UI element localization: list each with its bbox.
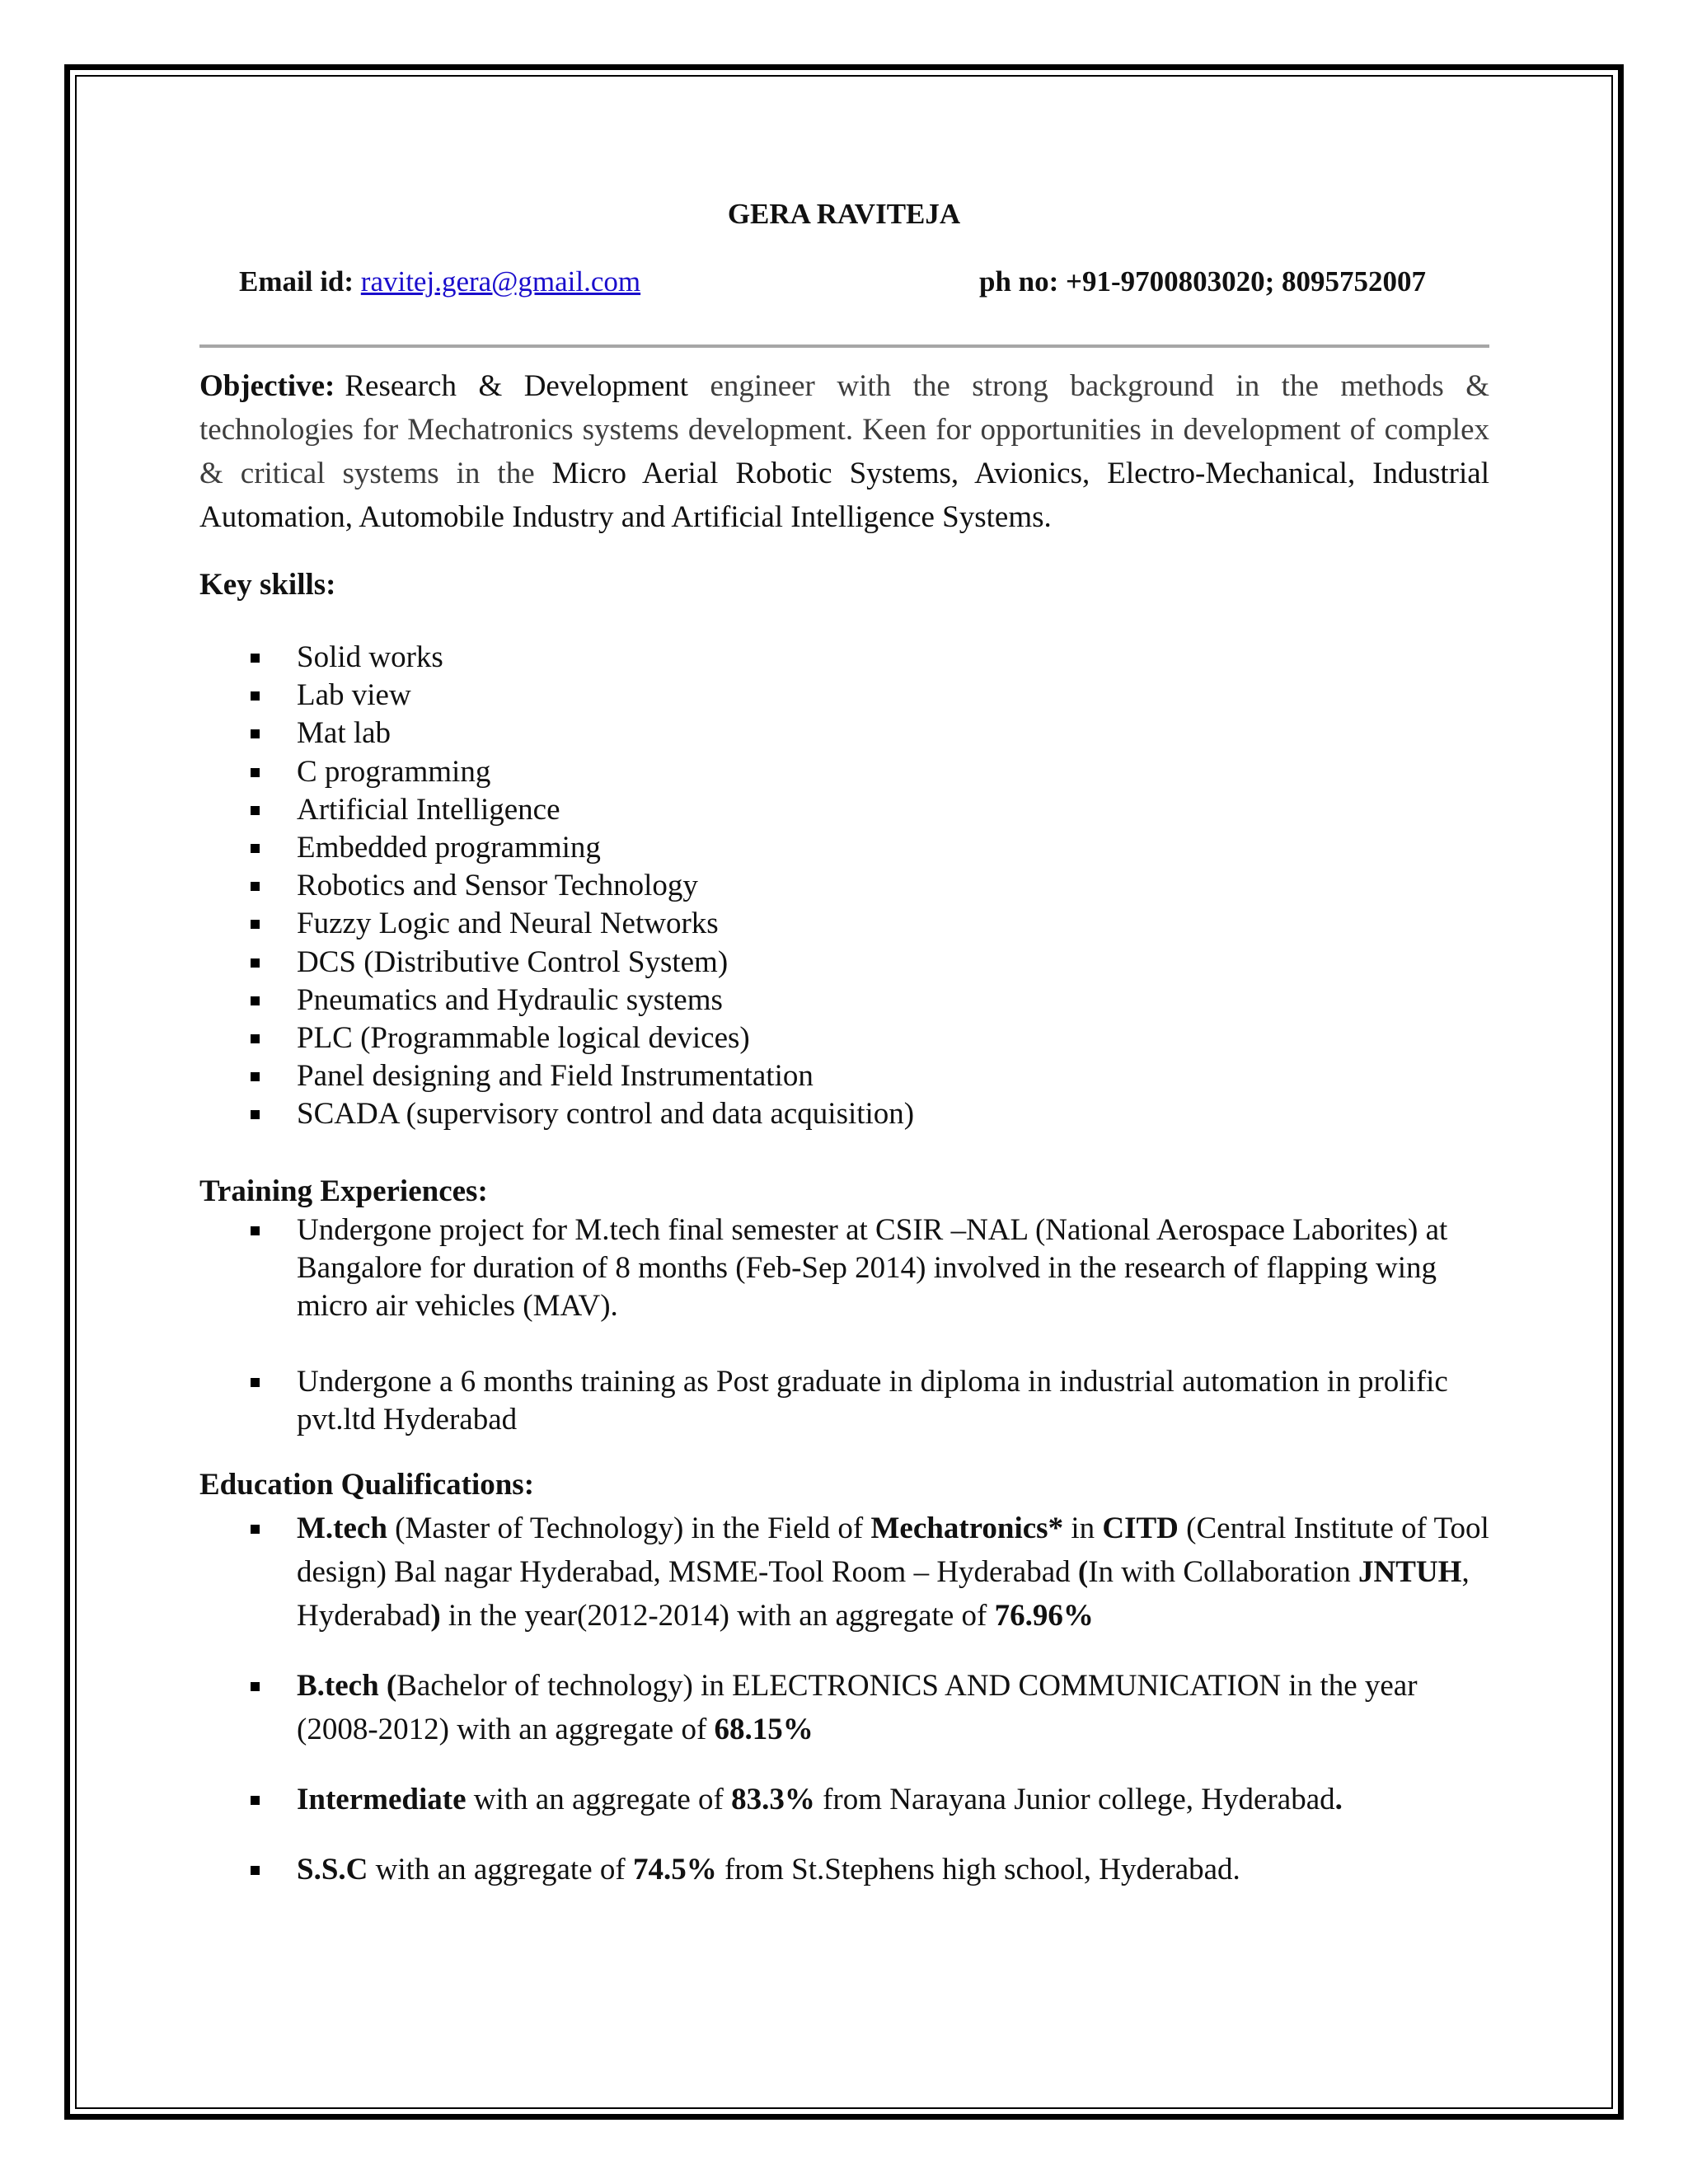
skill-item: Panel designing and Field Instrumentation [199,1057,1489,1095]
skill-item: PLC (Programmable logical devices) [199,1019,1489,1057]
education-text: . [1334,1783,1343,1816]
skill-item: Embedded programming [199,829,1489,867]
header-divider [199,344,1489,348]
skill-item: Artificial Intelligence [199,791,1489,829]
skill-item: Lab view [199,677,1489,715]
aggregate-score: 83.3% [731,1783,815,1816]
email-link[interactable]: ravitej.gera@gmail.com [360,265,641,298]
training-item: Undergone a 6 months training as Post graduate in diploma in industrial automation in prolific pvt.ltd Hyderabad [199,1363,1489,1439]
skills-heading: Key skills: [199,568,336,602]
education-text: (Central Institute of Tool design) Bal nagar Hyderabad, MSME-Tool Room – Hyderabad [297,1511,1489,1589]
skill-item: Solid works [199,639,1489,677]
education-text: (Master of Technology) in the Field of [387,1511,871,1545]
skill-item: Pneumatics and Hydraulic systems [199,982,1489,1019]
training-heading: Training Experiences: [199,1174,488,1208]
education-heading: Education Qualifications: [199,1468,535,1502]
education-text: with an aggregate of [466,1783,732,1816]
objective-label: Objective: [199,369,335,403]
aggregate-score: 74.5% [632,1853,717,1886]
education-text: from Narayana Junior college, Hyderabad [814,1783,1335,1816]
education-list [199,1507,1489,1891]
degree-name: Intermediate [297,1783,467,1816]
education-text: ) [430,1599,441,1633]
education-text: with an aggregate of [368,1853,633,1886]
aggregate-score: 68.15% [714,1713,814,1746]
education-item-btech [199,1664,1489,1751]
degree-name: B.tech ( [297,1669,397,1703]
aggregate-score: 76.96% [994,1599,1094,1633]
field-name: Mechatronics* [870,1511,1064,1545]
skill-item: Mat lab [199,715,1489,752]
degree-name: S.S.C [297,1853,368,1886]
education-item-ssc [199,1848,1489,1891]
education-text: Bachelor of technology) in ELECTRONICS AND COMMUNICATION in the year (2008-2012) with an aggregate of [297,1669,1418,1746]
skill-item: DCS (Distributive Control System) [199,944,1489,982]
training-list [199,1212,1489,1439]
education-text: In with Collaboration [1088,1555,1359,1589]
objective-text-2: engineer with the strong background in the methods & technologies for Mechatronics systems development. Keen for opportunities in development of complex & critical systems in the [199,369,1489,490]
education-item-mtech [199,1507,1489,1638]
education-text: ( [1077,1555,1089,1589]
objective-text-1: Research & Development [345,369,689,403]
education-item-intermediate [199,1778,1489,1821]
university-name: JNTUH [1358,1555,1462,1589]
skill-item: SCADA (supervisory control and data acquisition) [199,1095,1489,1133]
education-text: in [1063,1511,1103,1545]
objective-text-3: Micro Aerial Robotic Systems, Avionics, Electro-Mechanical, Industrial Automation, Automobile Industry and Artificial Intelligence Systems. [199,457,1489,534]
skill-item: Fuzzy Logic and Neural Networks [199,905,1489,943]
phone-line: ph no: +91-9700803020; 8095752007 [979,265,1427,298]
objective-section [199,364,1489,539]
candidate-name: GERA RAVITEJA [727,198,961,230]
skill-item: Robotics and Sensor Technology [199,867,1489,905]
training-item: Undergone project for M.tech final semester at CSIR –NAL (National Aerospace Laborites) at Bangalore for duration of 8 months (Feb-Sep 2014) involved in the research of flapping wing micro air vehicles (MAV). [199,1212,1489,1325]
education-text: from St.Stephens high school, Hyderabad. [716,1853,1240,1886]
education-text: in the year(2012-2014) with an aggregate of [440,1599,995,1633]
skill-item: C programming [199,753,1489,791]
institute-name: CITD [1102,1511,1179,1545]
email-label: Email id: [239,265,354,298]
degree-name: M.tech [297,1511,387,1545]
education-text: , Hyderabad [297,1555,1470,1633]
email-line [239,265,640,298]
skills-list [199,639,1489,1134]
